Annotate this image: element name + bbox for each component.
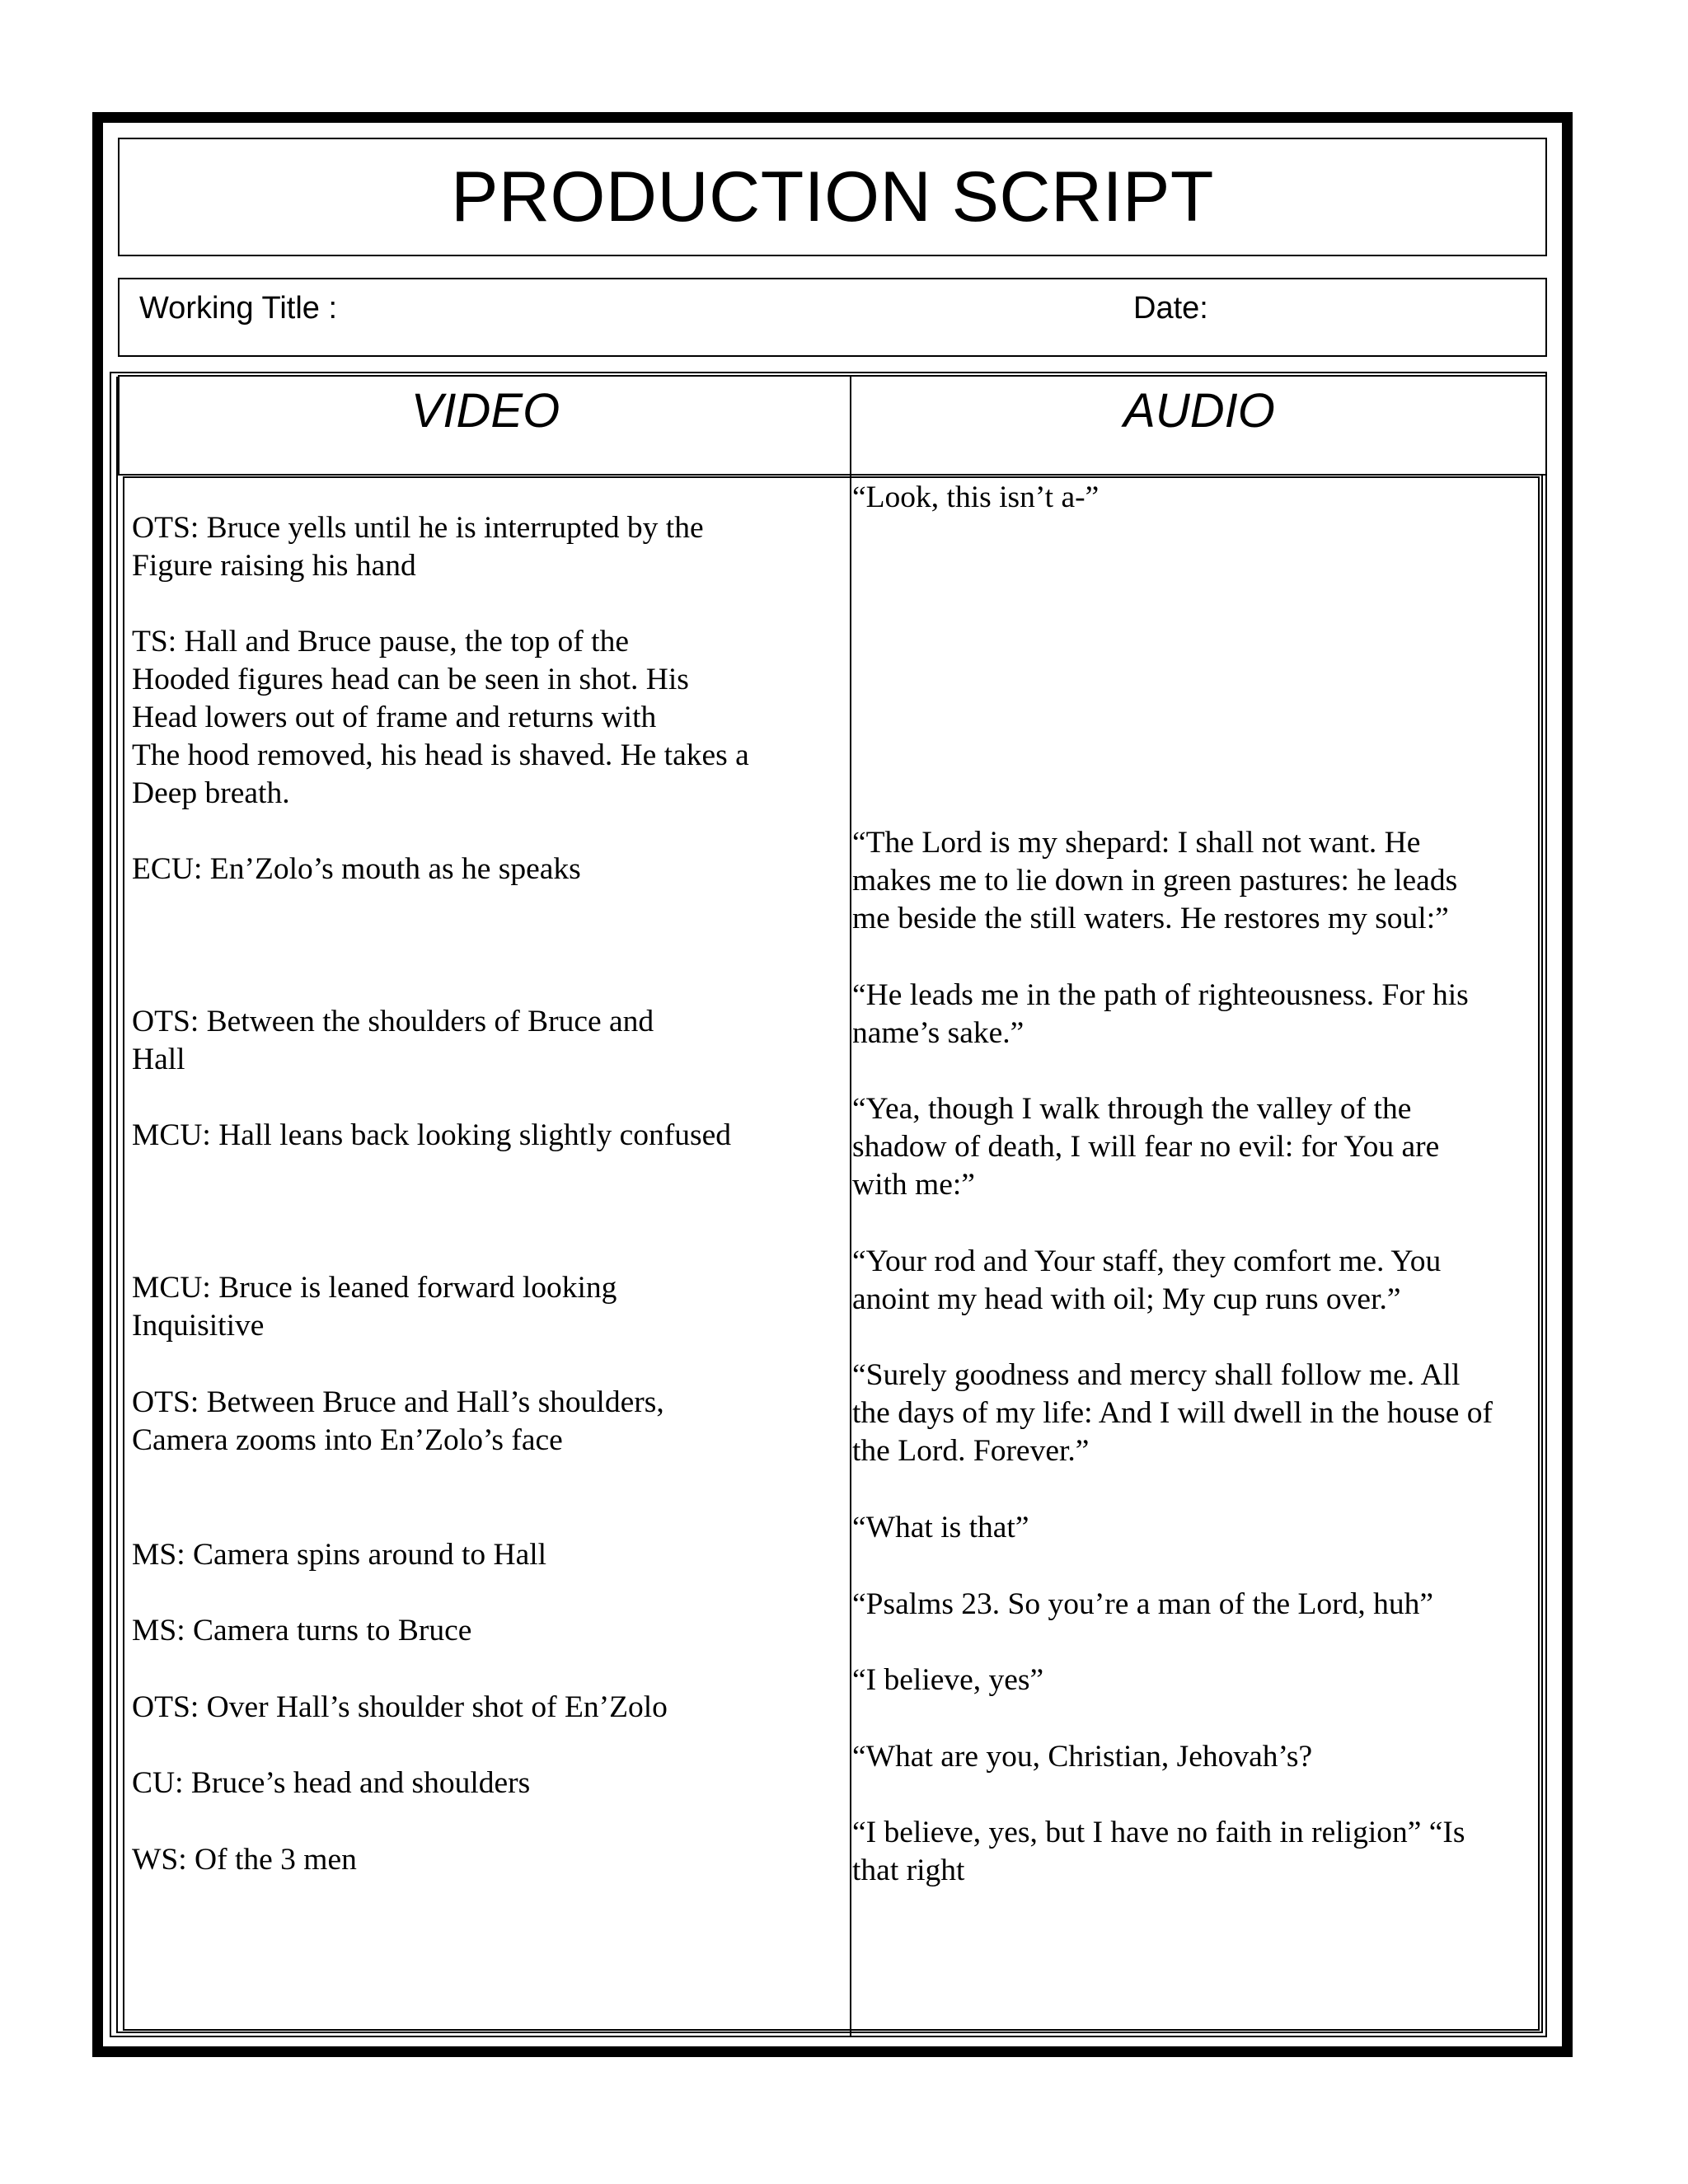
video-cue: ECU: En’Zolo’s mouth as he speaks <box>132 852 581 886</box>
page-title: PRODUCTION SCRIPT <box>451 157 1214 237</box>
audio-line: “What are you, Christian, Jehovah’s? <box>852 1740 1313 1774</box>
meta-box <box>118 278 1547 357</box>
audio-line: “What is that” <box>852 1511 1029 1544</box>
video-column-header: VIDEO <box>410 384 560 438</box>
video-cue: CU: Bruce’s head and shoulders <box>132 1766 531 1800</box>
column-divider <box>850 375 851 2036</box>
audio-line: “The Lord is my shepard: I shall not want. He makes me to lie down in green pastures: he leads me beside the still waters. He restores my soul:” <box>852 826 1458 935</box>
video-cue: MS: Camera turns to Bruce <box>132 1614 472 1647</box>
audio-line: “Your rod and Your staff, they comfort me. You anoint my head with oil; My cup runs over.” <box>852 1244 1442 1316</box>
video-cue: OTS: Between Bruce and Hall’s shoulders, Camera zooms into En’Zolo’s face <box>132 1385 664 1457</box>
audio-line: “I believe, yes, but I have no faith in religion” “Is that right <box>852 1816 1465 1887</box>
video-cue: OTS: Over Hall’s shoulder shot of En’Zolo <box>132 1690 668 1724</box>
video-cue: MCU: Hall leans back looking slightly confused <box>132 1118 731 1152</box>
video-cue: TS: Hall and Bruce pause, the top of the Hooded figures head can be seen in shot. His Head lowers out of frame and returns with The hood removed, his head is shaved. He takes a Deep breath. <box>132 625 749 810</box>
audio-line: “Surely goodness and mercy shall follow me. All the days of my life: And I will dwell in the house of the Lord. Forever.” <box>852 1358 1493 1468</box>
video-cue: OTS: Bruce yells until he is interrupted by the Figure raising his hand <box>132 511 704 583</box>
video-cue: MS: Camera spins around to Hall <box>132 1538 547 1572</box>
working-title-label: Working Title : <box>139 291 338 326</box>
video-cue: WS: Of the 3 men <box>132 1843 357 1877</box>
audio-line: “Yea, though I walk through the valley of the shadow of death, I will fear no evil: for You are with me:” <box>852 1092 1440 1202</box>
table-header-row <box>118 375 1547 476</box>
audio-line: “Look, this isn’t a-” <box>852 480 1100 514</box>
audio-line: “Psalms 23. So you’re a man of the Lord, huh” <box>852 1587 1434 1621</box>
date-label: Date: <box>1133 291 1208 326</box>
video-cue: MCU: Bruce is leaned forward looking Inquisitive <box>132 1271 617 1343</box>
video-cue: OTS: Between the shoulders of Bruce and Hall <box>132 1005 654 1076</box>
audio-line: “I believe, yes” <box>852 1663 1044 1697</box>
audio-column-header: AUDIO <box>1123 384 1275 438</box>
audio-line: “He leads me in the path of righteousness. For his name’s sake.” <box>852 978 1469 1050</box>
title-box <box>118 138 1547 256</box>
